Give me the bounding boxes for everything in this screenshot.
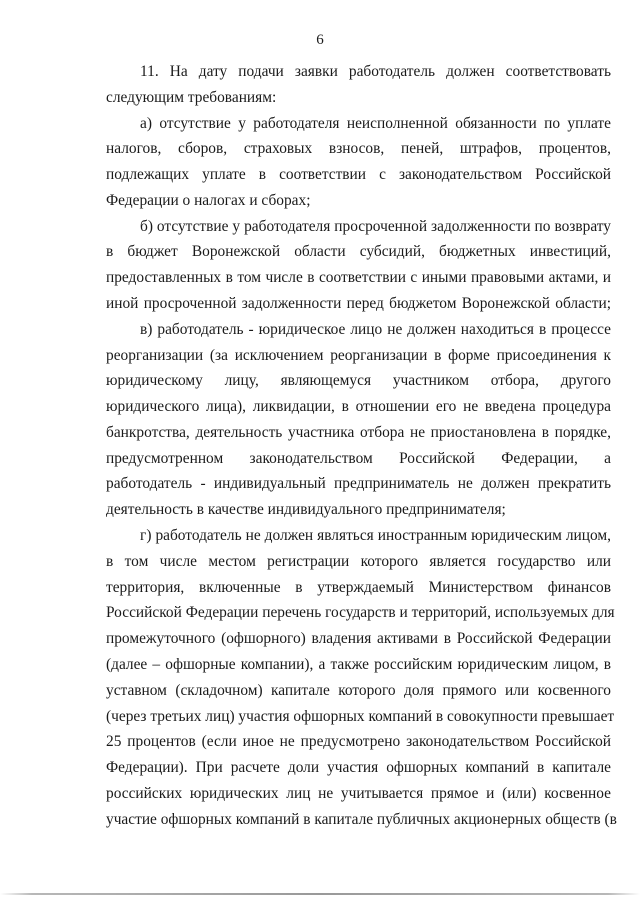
text-line: в) работодатель - юридическое лицо не должен находиться в процессе xyxy=(140,320,611,338)
text-line: подлежащих уплате в соответствии с законодательством Российской xyxy=(106,166,611,184)
text-line: иной просроченной задолженности перед бюджетом Воронежской области; xyxy=(106,295,611,313)
text-line: 11. На дату подачи заявки работодатель должен соответствовать xyxy=(140,63,611,80)
text-line: а) отсутствие у работодателя неисполненной обязанности по уплате xyxy=(140,114,611,132)
text-line: работодатель - индивидуальный предприниматель не должен прекратить xyxy=(106,475,611,493)
text-line: деятельность в качестве индивидуального предпринимателя; xyxy=(106,501,506,519)
scan-edge-line xyxy=(0,893,640,895)
text-line: предусмотренном законодательством Российской Федерации, а xyxy=(106,449,611,467)
text-line: б) отсутствие у работодателя просроченной задолженности по возврату xyxy=(140,217,611,235)
text-line: участие офшорных компаний в капитале публичных акционерных обществ (в xyxy=(106,810,617,828)
text-line: 25 процентов (если иное не предусмотрено законодательством Российской xyxy=(106,733,611,751)
text-line: в бюджет Воронежской области субсидий, бюджетных инвестиций, xyxy=(106,243,611,261)
text-line: предоставленных в том числе в соответствии с иными правовыми актами, и xyxy=(106,269,611,287)
text-line: уставном (складочном) капитале которого доля прямого или косвенного xyxy=(106,681,611,699)
text-line: юридического лица), ликвидации, в отношении его не введена процедура xyxy=(106,398,611,416)
text-line: в том числе местом регистрации которого является государство или xyxy=(106,552,611,570)
text-line: территория, включенные в утверждаемый Министерством финансов xyxy=(106,578,611,596)
text-line: г) работодатель не должен являться иностранным юридическим лицом, xyxy=(140,527,611,545)
text-line: юридическому лицу, являющемуся участником отбора, другого xyxy=(106,372,611,390)
text-line: Российской Федерации перечень государств и территорий, используемых для xyxy=(106,604,615,622)
text-line: налогов, сборов, страховых взносов, пеней, штрафов, процентов, xyxy=(106,140,611,158)
text-line: Федерации о налогах и сборах; xyxy=(106,191,311,209)
text-line: реорганизации (за исключением реорганизации в форме присоединения к xyxy=(106,346,611,364)
text-line: банкротства, деятельность участника отбора не приостановлена в порядке, xyxy=(106,423,611,441)
text-line: промежуточного (офшорного) владения активами в Российской Федерации xyxy=(106,630,611,648)
page-number: 6 xyxy=(316,32,324,48)
text-line: российских юридических лиц не учитывается прямое и (или) косвенное xyxy=(106,784,611,802)
text-line: (далее – офшорные компании), а также российским юридическим лицом, в xyxy=(106,655,611,673)
text-line: следующим требованиям: xyxy=(106,88,277,106)
text-line: (через третьих лиц) участия офшорных компаний в совокупности превышает xyxy=(106,707,615,725)
text-line: Федерации). При расчете доли участия офшорных компаний в капитале xyxy=(106,759,611,777)
